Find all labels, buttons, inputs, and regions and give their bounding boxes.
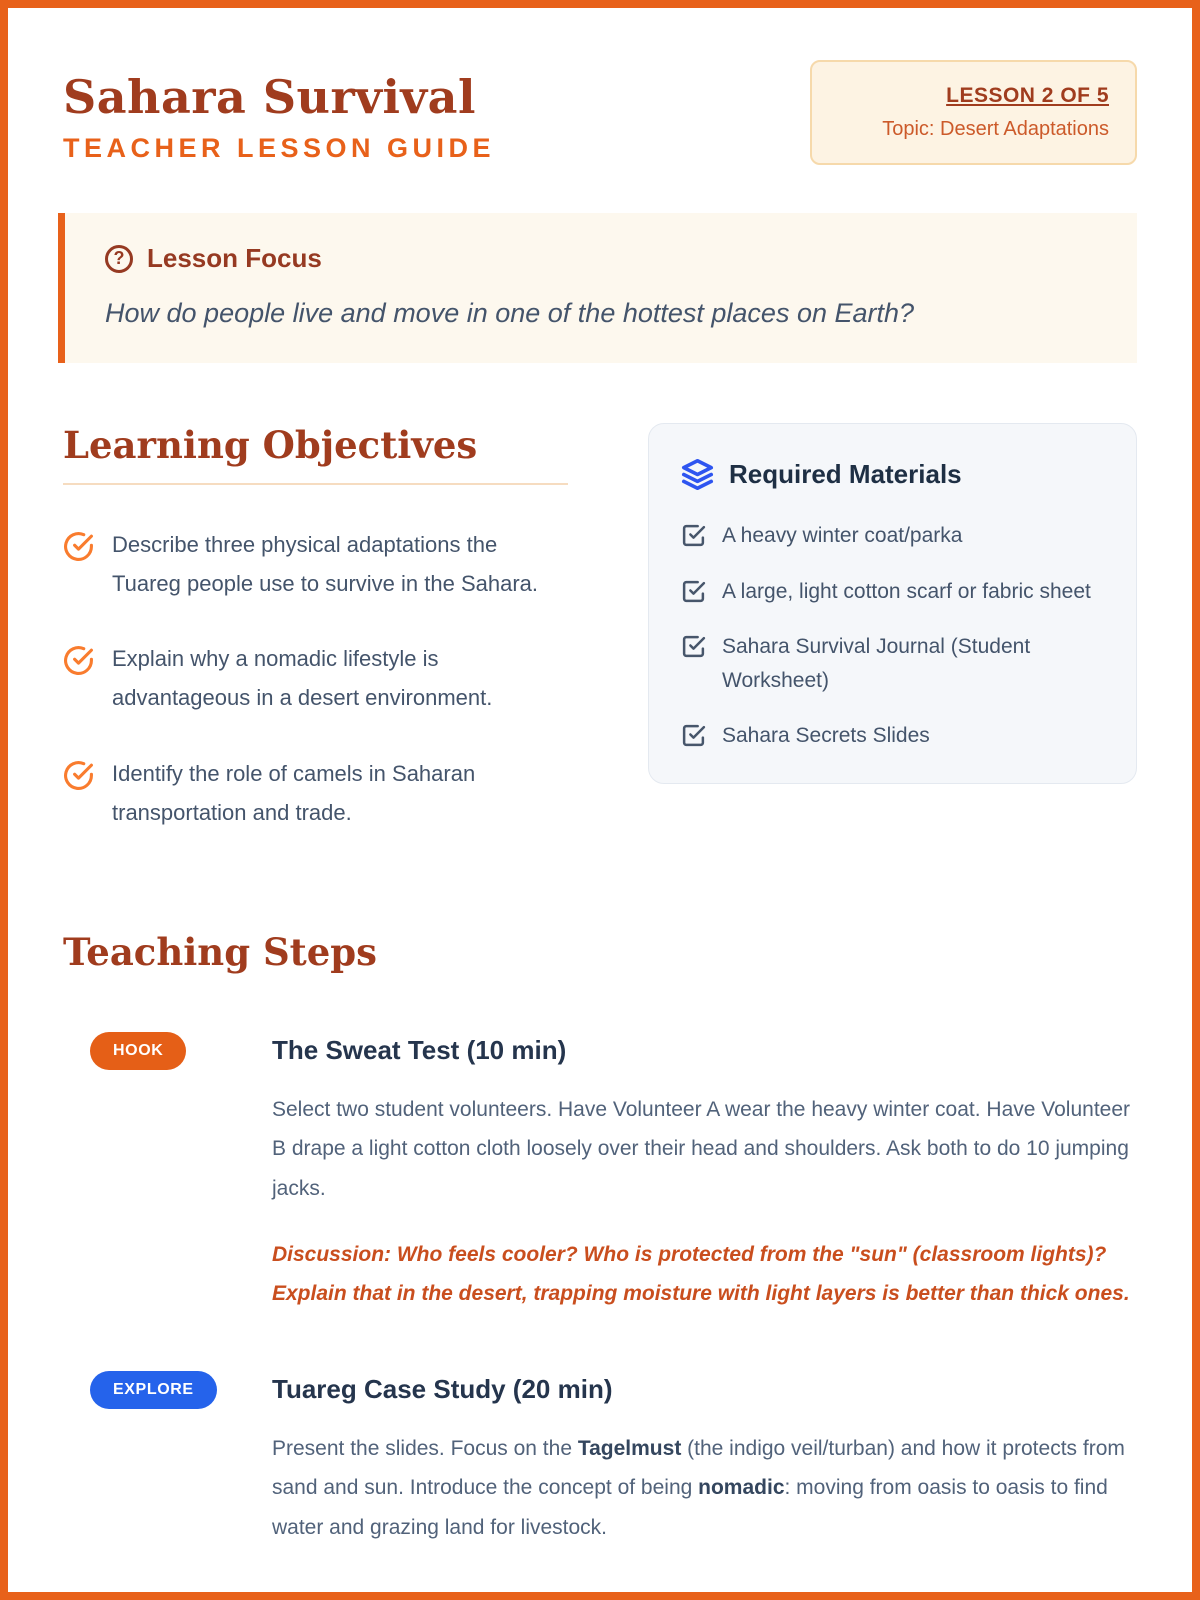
check-circle-icon xyxy=(63,531,94,562)
step-badge-hook: HOOK xyxy=(90,1032,186,1070)
objective-text: Explain why a nomadic lifestyle is advantageous in a desert environment. xyxy=(112,646,493,711)
teaching-steps-heading: Teaching Steps xyxy=(63,929,377,974)
lesson-topic-label: Topic: Desert Adaptations xyxy=(882,118,1109,140)
title-block xyxy=(63,60,495,164)
step-badge-column xyxy=(90,1369,272,1547)
lesson-focus-header xyxy=(105,243,1097,274)
teaching-step xyxy=(63,1369,1137,1547)
objective-text: Identify the role of camels in Saharan transportation and trade. xyxy=(112,760,476,825)
page-title: Sahara Survival xyxy=(63,70,476,124)
material-text: A heavy winter coat/parka xyxy=(722,524,963,547)
required-materials-card xyxy=(648,423,1137,784)
question-circle-icon: ? xyxy=(105,245,133,273)
required-materials-title: Required Materials xyxy=(729,459,962,489)
layers-icon xyxy=(681,458,714,491)
material-item xyxy=(681,575,1104,609)
step-title: The Sweat Test (10 min) xyxy=(272,1034,567,1065)
step-body: Select two student volunteers. Have Volunteer A wear the heavy winter coat. Have Volunteer B drape a light cotton cloth loosely over their head and shoulders. Ask both to do 10 jumping jacks. xyxy=(272,1097,1131,1200)
objective-text: Describe three physical adaptations the Tuareg people use to survive in the Sahara. xyxy=(112,532,539,597)
material-text: A large, light cotton scarf or fabric sheet xyxy=(722,579,1091,603)
lesson-focus-question: How do people live and move in one of the hottest places on Earth? xyxy=(105,298,915,328)
lesson-focus-callout xyxy=(58,213,1137,363)
objectives-materials-section xyxy=(63,423,1137,868)
header xyxy=(63,60,1137,165)
lesson-focus-title: Lesson Focus xyxy=(147,243,322,273)
check-circle-icon xyxy=(63,760,94,791)
check-circle-icon xyxy=(63,645,94,676)
objective-item xyxy=(63,639,568,717)
objective-item xyxy=(63,754,568,832)
step-discussion: Discussion: Who feels cooler? Who is protected from the "sun" (classroom lights)? Explain that in the desert, trapping moisture with light layers is better than thick ones. xyxy=(272,1243,1130,1305)
checkbox-icon xyxy=(681,523,706,548)
step-content xyxy=(272,1369,1137,1547)
page-subtitle: TEACHER LESSON GUIDE xyxy=(63,132,496,163)
learning-objectives-heading: Learning Objectives xyxy=(63,423,568,485)
material-item xyxy=(681,630,1104,697)
required-materials-header xyxy=(681,458,1104,491)
material-item xyxy=(681,519,1104,553)
step-title: Tuareg Case Study (20 min) xyxy=(272,1373,613,1404)
lesson-number-label: LESSON 2 OF 5 xyxy=(946,84,1109,107)
checkbox-icon xyxy=(681,723,706,748)
step-body: Present the slides. Focus on the Tagelmust (the indigo veil/turban) and how it protects from sand and sun. Introduce the concept of being nomadic: moving from oasis to oasis to find water and grazing land for livestock. xyxy=(272,1436,1125,1539)
step-content xyxy=(272,1030,1137,1313)
step-badge-column xyxy=(90,1030,272,1313)
learning-objectives-column xyxy=(63,423,568,868)
checkbox-icon xyxy=(681,579,706,604)
teaching-step xyxy=(63,1030,1137,1313)
checkbox-icon xyxy=(681,634,706,659)
material-text: Sahara Survival Journal (Student Worksheet) xyxy=(722,635,1031,692)
material-item xyxy=(681,719,1104,753)
step-badge-explore: EXPLORE xyxy=(90,1371,217,1409)
lesson-number-card xyxy=(810,60,1137,165)
material-text: Sahara Secrets Slides xyxy=(722,724,930,748)
objective-item xyxy=(63,525,568,603)
